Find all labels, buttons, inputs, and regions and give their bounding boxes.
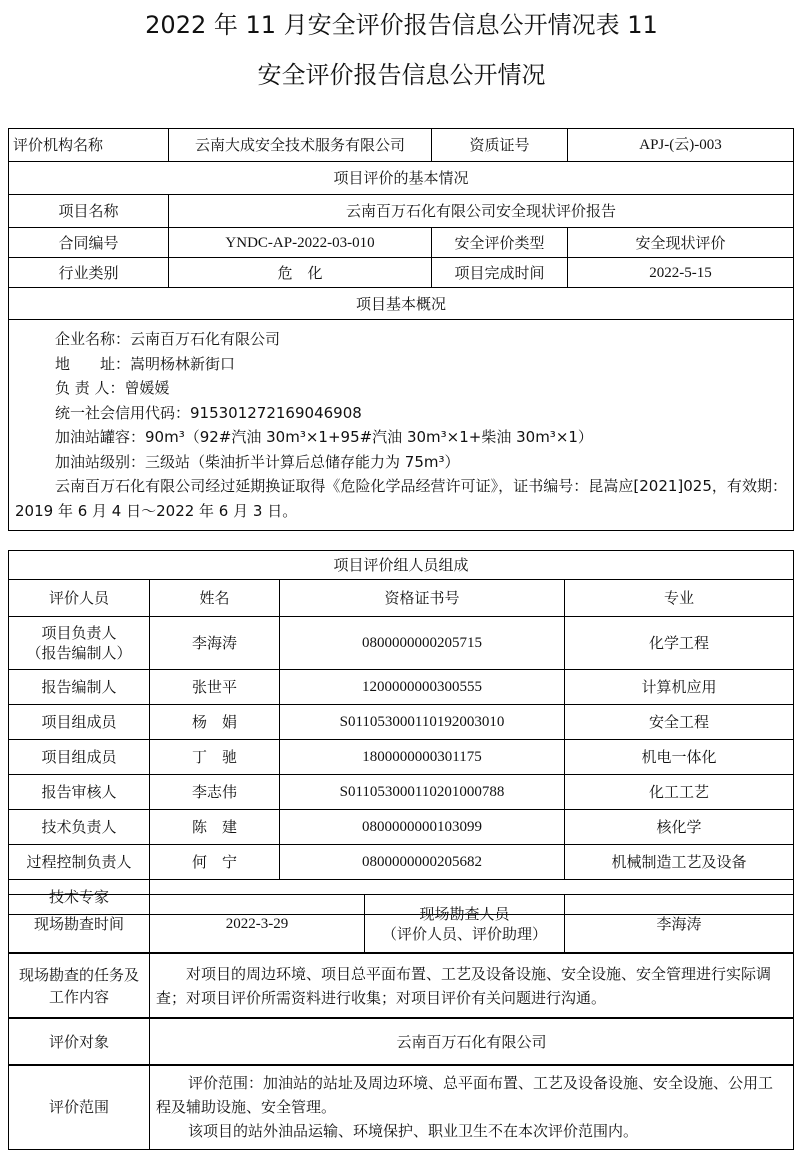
survey-staff-label-line2: （评价人员、评价助理） bbox=[381, 925, 547, 943]
eval-object-label: 评价对象 bbox=[9, 1018, 150, 1066]
member-role bbox=[9, 617, 150, 670]
team-table bbox=[8, 550, 794, 915]
member-major: 计算机应用 bbox=[565, 670, 794, 705]
survey-task-label: 现场勘查的任务及工作内容 bbox=[9, 953, 150, 1019]
member-role-line1: 项目负责人 bbox=[41, 624, 117, 642]
overview-line-company: 企业名称：云南百万石化有限公司 bbox=[55, 330, 281, 348]
org-label: 评价机构名称 bbox=[9, 129, 169, 162]
overview-heading: 项目基本概况 bbox=[9, 288, 794, 320]
table-row bbox=[9, 775, 794, 810]
member-cert: S011053000110192003010 bbox=[280, 705, 565, 740]
table-row bbox=[9, 845, 794, 880]
overview-line-credit-code: 统一社会信用代码：915301272169046908 bbox=[55, 403, 362, 422]
cert-value: APJ-(云)-003 bbox=[568, 129, 794, 162]
overview-content bbox=[9, 320, 794, 531]
table-row bbox=[9, 810, 794, 845]
overview-paragraph: 云南百万石化有限公司经过延期换证取得《危险化学品经营许可证》，证书编号：昆嵩应[2021]025，有效期：2019 年 6 月 4 日～2022 年 6 月 3 日。 bbox=[15, 477, 787, 520]
member-role-line2: （报告编制人） bbox=[26, 644, 132, 662]
member-role: 项目组成员 bbox=[9, 705, 150, 740]
member-cert: 0800000000205682 bbox=[280, 845, 565, 880]
project-name-value: 云南百万石化有限公司安全现状评价报告 bbox=[169, 195, 794, 228]
survey-staff-value: 李海涛 bbox=[565, 895, 794, 954]
org-value: 云南大成安全技术服务有限公司 bbox=[169, 129, 432, 162]
member-name: 陈 建 bbox=[150, 810, 280, 845]
member-major: 核化学 bbox=[565, 810, 794, 845]
completion-value: 2022-5-15 bbox=[568, 258, 794, 288]
member-cert: 1200000000300555 bbox=[280, 670, 565, 705]
project-name-label: 项目名称 bbox=[9, 195, 169, 228]
eval-scope-label: 评价范围 bbox=[9, 1065, 150, 1150]
col-header-cert: 资格证书号 bbox=[280, 580, 565, 617]
table-row bbox=[9, 705, 794, 740]
basic-info-table bbox=[8, 128, 794, 531]
survey-time-label: 现场勘查时间 bbox=[9, 895, 150, 954]
overview-line-tank-capacity: 加油站罐容：90m³（92#汽油 30m³×1+95#汽油 30m³×1+柴油 30m³×1） bbox=[55, 428, 593, 446]
completion-label: 项目完成时间 bbox=[432, 258, 568, 288]
basic-heading: 项目评价的基本情况 bbox=[9, 162, 794, 195]
page-title: 2022 年 11 月安全评价报告信息公开情况表 11 bbox=[145, 11, 658, 39]
table-row bbox=[9, 670, 794, 705]
survey-task-value bbox=[150, 953, 794, 1019]
col-header-major: 专业 bbox=[565, 580, 794, 617]
member-role: 报告编制人 bbox=[9, 670, 150, 705]
member-name: 丁 驰 bbox=[150, 740, 280, 775]
survey-task-table bbox=[8, 952, 794, 1019]
member-name: 何 宁 bbox=[150, 845, 280, 880]
eval-type-value: 安全现状评价 bbox=[568, 228, 794, 258]
member-cert: 0800000000103099 bbox=[280, 810, 565, 845]
survey-time-value: 2022-3-29 bbox=[150, 895, 365, 954]
member-major: 安全工程 bbox=[565, 705, 794, 740]
survey-staff-label-line1: 现场勘查人员 bbox=[419, 905, 510, 923]
page-subtitle: 安全评价报告信息公开情况 bbox=[257, 61, 546, 89]
industry-label: 行业类别 bbox=[9, 258, 169, 288]
member-name: 李志伟 bbox=[150, 775, 280, 810]
survey-staff-label bbox=[365, 895, 565, 954]
cert-label: 资质证号 bbox=[432, 129, 568, 162]
eval-scope-value bbox=[150, 1065, 794, 1150]
member-cert: S011053000110201000788 bbox=[280, 775, 565, 810]
member-major: 化工工艺 bbox=[565, 775, 794, 810]
table-row bbox=[9, 617, 794, 670]
expert-label: 技术专家 bbox=[9, 880, 150, 915]
member-cert: 0800000000205715 bbox=[280, 617, 565, 670]
overview-line-address: 地 址：嵩明杨林新街口 bbox=[55, 354, 236, 373]
member-name: 杨 娟 bbox=[150, 705, 280, 740]
table-row bbox=[9, 740, 794, 775]
member-role: 报告审核人 bbox=[9, 775, 150, 810]
member-major: 机械制造工艺及设备 bbox=[565, 845, 794, 880]
member-role: 过程控制负责人 bbox=[9, 845, 150, 880]
member-role: 项目组成员 bbox=[9, 740, 150, 775]
member-name: 张世平 bbox=[150, 670, 280, 705]
member-role: 技术负责人 bbox=[9, 810, 150, 845]
col-header-name: 姓名 bbox=[150, 580, 280, 617]
member-name: 李海涛 bbox=[150, 617, 280, 670]
survey-task-text: 对项目的周边环境、项目总平面布置、工艺及设备设施、安全设施、安全管理进行实际调查；对项目评价所需资料进行收集；对项目评价有关问题进行沟通。 bbox=[156, 964, 772, 1007]
contract-label: 合同编号 bbox=[9, 228, 169, 258]
member-major: 化学工程 bbox=[565, 617, 794, 670]
eval-object-value: 云南百万石化有限公司 bbox=[150, 1018, 794, 1066]
survey-table bbox=[8, 894, 794, 954]
contract-value: YNDC-AP-2022-03-010 bbox=[169, 228, 432, 258]
eval-scope-paragraph-1: 评价范围：加油站的站址及周边环境、总平面布置、工艺及设备设施、安全设施、公用工程及辅助设施、安全管理。 bbox=[156, 1074, 774, 1116]
member-cert: 1800000000301175 bbox=[280, 740, 565, 775]
eval-scope-paragraph-2: 该项目的站外油品运输、环境保护、职业卫生不在本次评价范围内。 bbox=[188, 1122, 639, 1140]
team-heading: 项目评价组人员组成 bbox=[9, 551, 794, 580]
member-major: 机电一体化 bbox=[565, 740, 794, 775]
col-header-role: 评价人员 bbox=[9, 580, 150, 617]
overview-line-manager: 负 责 人：曾媛媛 bbox=[55, 379, 170, 397]
overview-line-station-level: 加油站级别：三级站（柴油折半计算后总储存能力为 75m³） bbox=[55, 452, 460, 471]
industry-value: 危 化 bbox=[169, 258, 432, 288]
eval-type-label: 安全评价类型 bbox=[432, 228, 568, 258]
object-table bbox=[8, 1017, 794, 1066]
scope-table bbox=[8, 1064, 794, 1150]
